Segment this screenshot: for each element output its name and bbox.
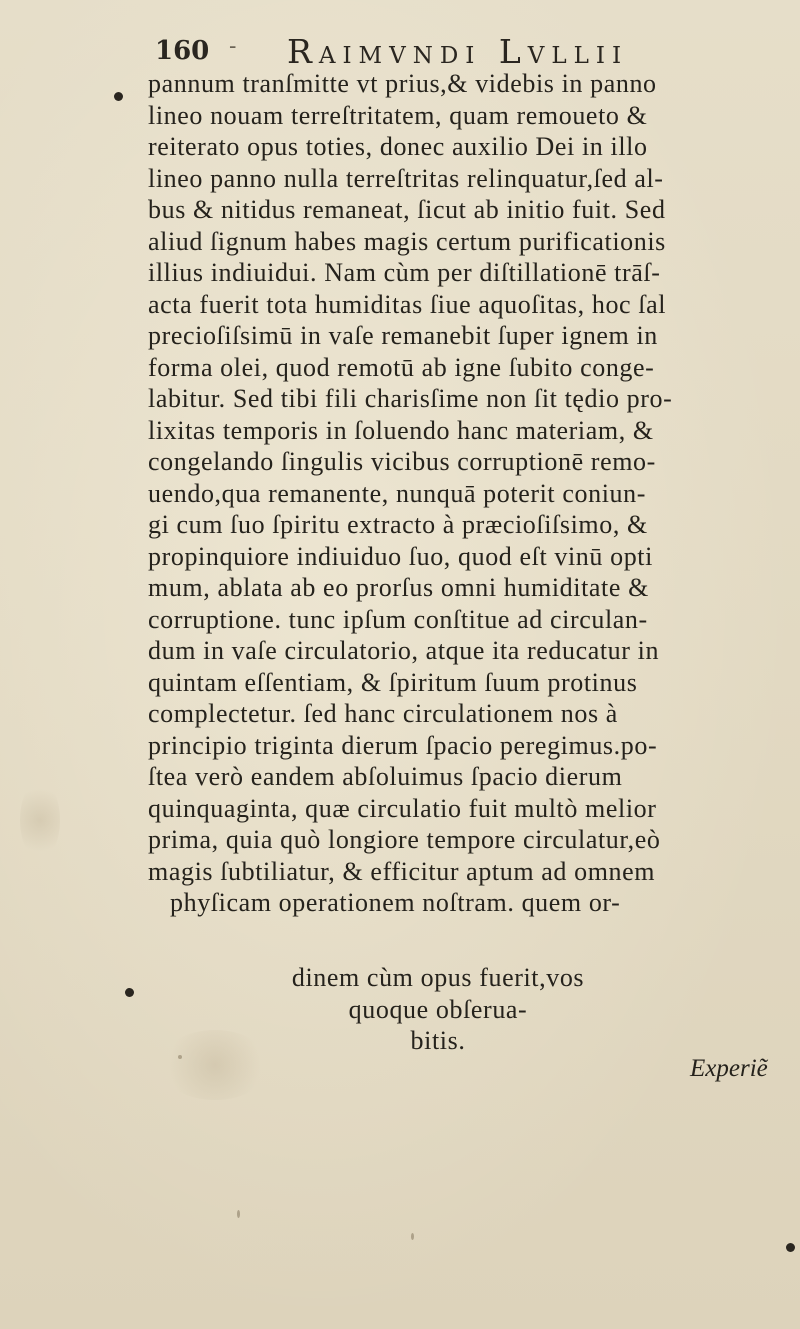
- margin-dot-bottom: [125, 988, 134, 997]
- text-line: illius indiuidui. Nam cùm per diſtillationē trāſ-: [148, 258, 661, 287]
- text-line: labitur. Sed tibi fili charisſime non ſit tędio pro-: [148, 384, 673, 413]
- text-line: ſtea verò eandem abſoluimus ſpacio dierum: [148, 762, 623, 791]
- text-line: precioſiſsimū in vaſe remanebit ſuper ignem in: [148, 321, 658, 350]
- ink-speck: [411, 1233, 414, 1240]
- text-line: corruptione. tunc ipſum conſtitue ad circulan-: [148, 604, 648, 634]
- text-line: aliud ſignum habes magis certum purificationis: [148, 226, 666, 256]
- text-line: gi cum ſuo ſpiritu extracto à præcioſiſsimo, &: [148, 510, 648, 539]
- text-line: lixitas temporis in ſoluendo hanc materiam, &: [148, 415, 654, 445]
- margin-dot-top: [114, 92, 123, 101]
- closing-lines: [148, 962, 768, 1057]
- text-line: principio triginta dierum ſpacio peregimus.po-: [148, 730, 658, 760]
- text-line: mum, ablata ab eo prorſus omni humiditate &: [148, 573, 649, 602]
- page-number: 160: [155, 36, 210, 66]
- text-line: forma olei, quod remotū ab igne ſubito conge-: [148, 352, 655, 382]
- text-line: reiterato opus toties, donec auxilio Dei in illo: [148, 132, 648, 161]
- header-dash: -: [229, 34, 237, 59]
- text-line: propinquiore indiuiduo ſuo, quod eſt vinū opti: [148, 541, 653, 571]
- text-line: uendo,qua remanente, nunquā poterit coniun-: [148, 478, 646, 508]
- text-line: complectetur. ſed hanc circulationem nos à: [148, 699, 618, 728]
- body-text: [148, 68, 768, 919]
- text-line: quinquaginta, quæ circulatio fuit multò melior: [148, 793, 657, 823]
- margin-dot-corner: [786, 1243, 795, 1252]
- closing-line: bitis.: [410, 1026, 466, 1055]
- text-line: prima, quia quò longiore tempore circulatur,eò: [148, 825, 661, 854]
- text-line: quintam eſſentiam, & ſpiritum ſuum protinus: [148, 667, 638, 697]
- text-line: magis ſubtiliatur, & efficitur aptum ad omnem: [148, 856, 656, 886]
- text-line: congelando ſingulis vicibus corruptionē remo-: [148, 447, 656, 476]
- ink-speck: [237, 1210, 240, 1218]
- text-line: bus & nitidus remaneat, ſicut ab initio fuit. Sed: [148, 195, 666, 224]
- text-line: phyſicam operationem noſtram. quem or-: [170, 888, 621, 917]
- running-title: Raimvndi Lvllii: [287, 32, 629, 71]
- closing-line: dinem cùm opus fuerit,vos: [291, 963, 585, 992]
- text-line: lineo panno nulla terreſtritas relinquatur,ſed al-: [148, 163, 664, 193]
- text-line: pannum tranſmitte vt prius,& videbis in panno: [148, 69, 657, 98]
- paper-stain: [20, 780, 60, 860]
- closing-line: quoque obſerua-: [348, 994, 528, 1024]
- text-line: acta fuerit tota humiditas ſiue aquoſitas, hoc ſal: [148, 289, 667, 319]
- text-line: dum in vaſe circulatorio, atque ita reducatur in: [148, 636, 660, 665]
- text-line: lineo nouam terreſtritatem, quam remoueto &: [148, 100, 648, 130]
- catchword: Experiẽ: [690, 1055, 768, 1082]
